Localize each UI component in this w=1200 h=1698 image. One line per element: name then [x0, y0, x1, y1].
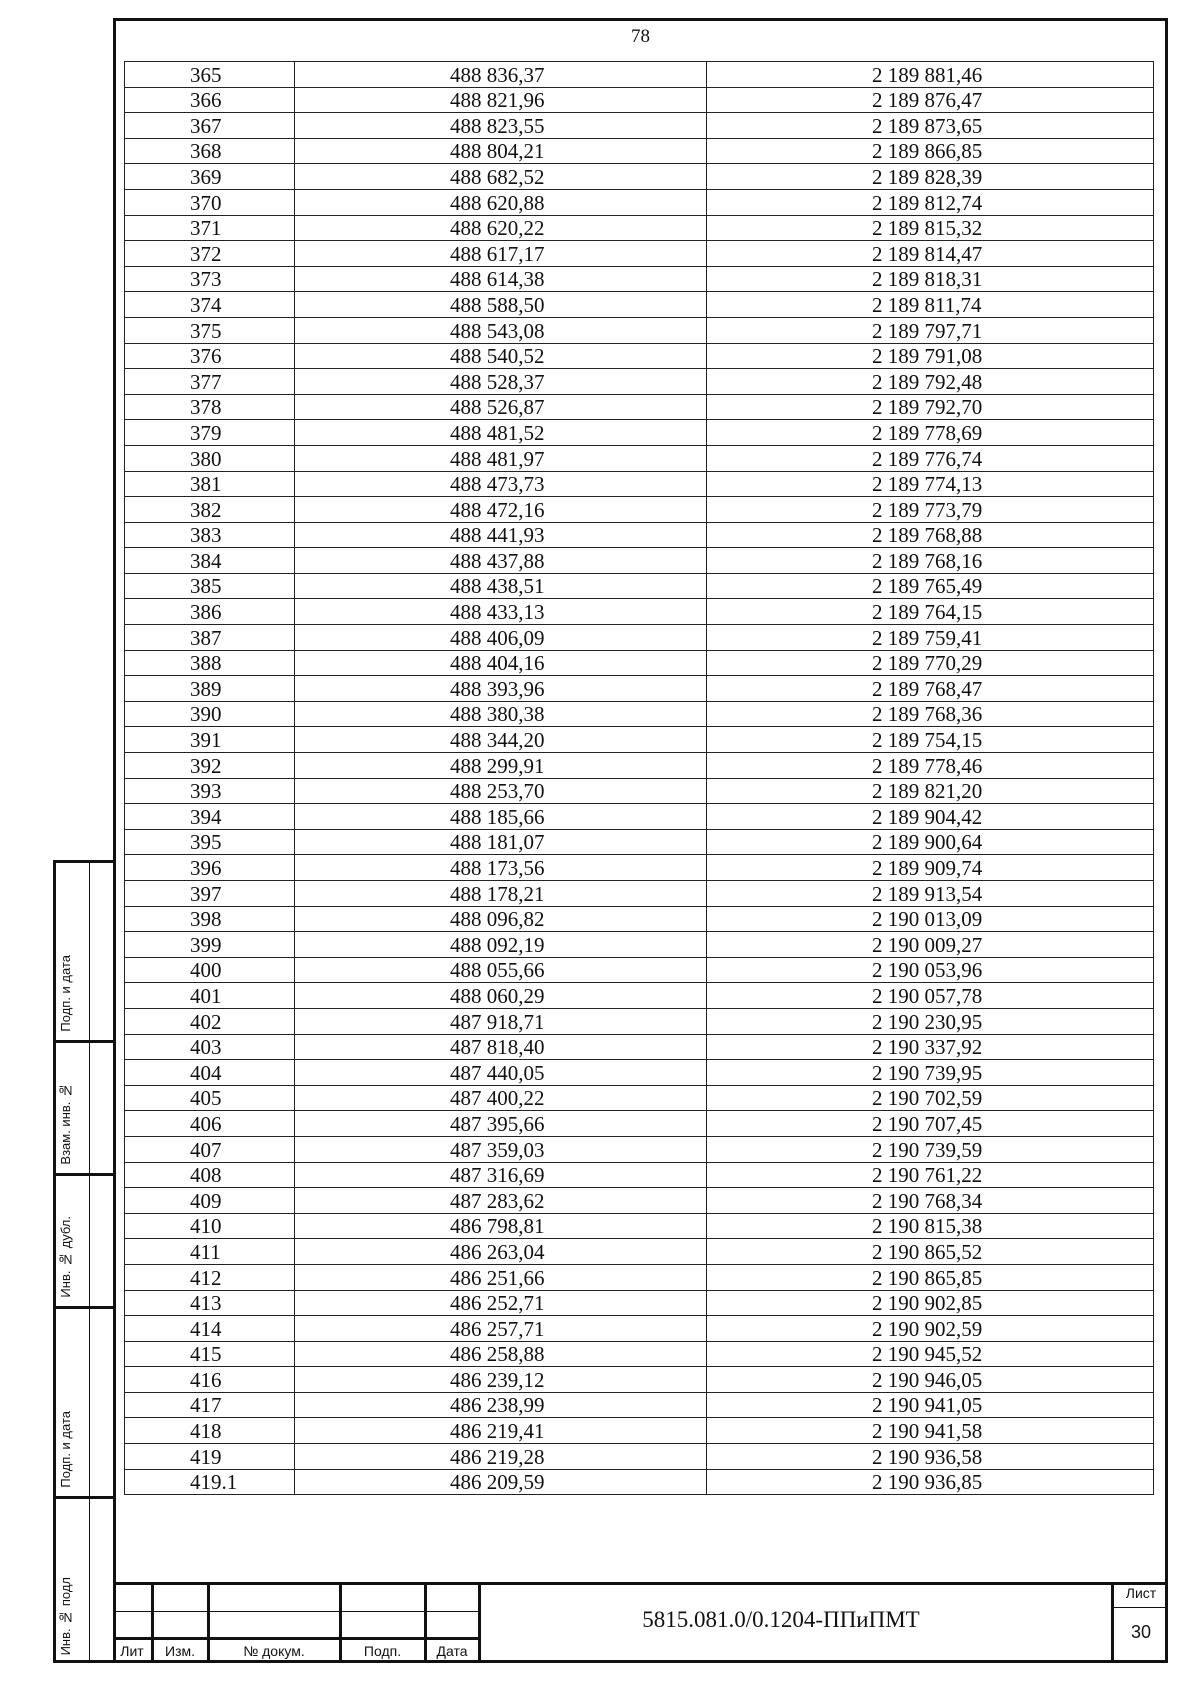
table-row	[125, 1392, 1154, 1418]
point-number-cell: 404	[125, 1060, 295, 1086]
y-coordinate-cell: 2 189 768,36	[707, 701, 1154, 727]
x-coordinate-cell: 488 543,08	[295, 317, 707, 343]
y-coordinate-cell: 2 189 821,20	[707, 778, 1154, 804]
table-row	[125, 241, 1154, 267]
side-label: Подп. и дата	[58, 1411, 73, 1488]
y-coordinate-cell: 2 189 904,42	[707, 804, 1154, 830]
table-row	[125, 625, 1154, 651]
y-coordinate-cell: 2 190 946,05	[707, 1367, 1154, 1393]
table-row	[125, 676, 1154, 702]
point-number-cell: 393	[125, 778, 295, 804]
point-number-cell: 371	[125, 215, 295, 241]
point-number-cell: 405	[125, 1085, 295, 1111]
point-number-cell: 389	[125, 676, 295, 702]
x-coordinate-cell: 488 092,19	[295, 932, 707, 958]
col-doc-label: № докум.	[243, 1643, 305, 1659]
y-coordinate-cell: 2 190 013,09	[707, 906, 1154, 932]
point-number-cell: 377	[125, 369, 295, 395]
y-coordinate-cell: 2 189 866,85	[707, 138, 1154, 164]
x-coordinate-cell: 488 804,21	[295, 138, 707, 164]
point-number-cell: 373	[125, 266, 295, 292]
point-number-cell: 367	[125, 113, 295, 139]
x-coordinate-cell: 488 437,88	[295, 548, 707, 574]
y-coordinate-cell: 2 189 797,71	[707, 317, 1154, 343]
table-row	[125, 881, 1154, 907]
x-coordinate-cell: 486 798,81	[295, 1213, 707, 1239]
table-row	[125, 343, 1154, 369]
table-row	[125, 1162, 1154, 1188]
y-coordinate-cell: 2 189 815,32	[707, 215, 1154, 241]
point-number-cell: 401	[125, 983, 295, 1009]
x-coordinate-cell: 488 472,16	[295, 497, 707, 523]
side-label: Подп. и дата	[58, 955, 73, 1032]
y-coordinate-cell: 2 190 902,59	[707, 1316, 1154, 1342]
y-coordinate-cell: 2 190 739,59	[707, 1136, 1154, 1162]
x-coordinate-cell: 488 682,52	[295, 164, 707, 190]
side-cell-sign-date-1	[56, 863, 113, 1043]
x-coordinate-cell: 486 263,04	[295, 1239, 707, 1265]
point-number-cell: 419.1	[125, 1469, 295, 1495]
x-coordinate-cell: 488 299,91	[295, 753, 707, 779]
x-coordinate-cell: 488 823,55	[295, 113, 707, 139]
y-coordinate-cell: 2 189 818,31	[707, 266, 1154, 292]
x-coordinate-cell: 488 406,09	[295, 625, 707, 651]
table-row	[125, 394, 1154, 420]
y-coordinate-cell: 2 190 936,58	[707, 1444, 1154, 1470]
x-coordinate-cell: 486 219,28	[295, 1444, 707, 1470]
x-coordinate-cell: 488 438,51	[295, 573, 707, 599]
y-coordinate-cell: 2 190 768,34	[707, 1188, 1154, 1214]
table-row	[125, 1469, 1154, 1495]
table-row	[125, 1188, 1154, 1214]
point-number-cell: 376	[125, 343, 295, 369]
y-coordinate-cell: 2 190 707,45	[707, 1111, 1154, 1137]
table-row	[125, 727, 1154, 753]
point-number-cell: 380	[125, 445, 295, 471]
side-stamp	[53, 860, 113, 1663]
point-number-cell: 382	[125, 497, 295, 523]
table-row	[125, 1239, 1154, 1265]
y-coordinate-cell: 2 190 865,52	[707, 1239, 1154, 1265]
point-number-cell: 406	[125, 1111, 295, 1137]
side-label: Инв. № дубл.	[58, 1216, 73, 1298]
table-row	[125, 753, 1154, 779]
point-number-cell: 385	[125, 573, 295, 599]
y-coordinate-cell: 2 189 792,70	[707, 394, 1154, 420]
table-row	[125, 932, 1154, 958]
y-coordinate-cell: 2 189 811,74	[707, 292, 1154, 318]
y-coordinate-cell: 2 190 739,95	[707, 1060, 1154, 1086]
table-row	[125, 1290, 1154, 1316]
x-coordinate-cell: 488 060,29	[295, 983, 707, 1009]
table-row	[125, 650, 1154, 676]
table-row	[125, 471, 1154, 497]
sheet-box	[1111, 1582, 1168, 1663]
x-coordinate-cell: 488 173,56	[295, 855, 707, 881]
point-number-cell: 411	[125, 1239, 295, 1265]
y-coordinate-cell: 2 190 902,85	[707, 1290, 1154, 1316]
table-row	[125, 497, 1154, 523]
x-coordinate-cell: 488 344,20	[295, 727, 707, 753]
point-number-cell: 381	[125, 471, 295, 497]
table-row	[125, 317, 1154, 343]
table-row	[125, 1444, 1154, 1470]
y-coordinate-cell: 2 190 761,22	[707, 1162, 1154, 1188]
table-row	[125, 1008, 1154, 1034]
point-number-cell: 412	[125, 1264, 295, 1290]
x-coordinate-cell: 488 185,66	[295, 804, 707, 830]
x-coordinate-cell: 488 055,66	[295, 957, 707, 983]
table-row	[125, 62, 1154, 88]
x-coordinate-cell: 488 181,07	[295, 829, 707, 855]
x-coordinate-cell: 486 238,99	[295, 1392, 707, 1418]
point-number-cell: 417	[125, 1392, 295, 1418]
x-coordinate-cell: 487 359,03	[295, 1136, 707, 1162]
y-coordinate-cell: 2 190 945,52	[707, 1341, 1154, 1367]
x-coordinate-cell: 486 257,71	[295, 1316, 707, 1342]
x-coordinate-cell: 486 251,66	[295, 1264, 707, 1290]
table-row	[125, 1316, 1154, 1342]
point-number-cell: 403	[125, 1034, 295, 1060]
x-coordinate-cell: 486 258,88	[295, 1341, 707, 1367]
table-row	[125, 701, 1154, 727]
y-coordinate-cell: 2 189 812,74	[707, 189, 1154, 215]
x-coordinate-cell: 488 836,37	[295, 62, 707, 88]
side-label: Инв. № подл	[58, 1576, 73, 1655]
point-number-cell: 419	[125, 1444, 295, 1470]
y-coordinate-cell: 2 189 900,64	[707, 829, 1154, 855]
table-row	[125, 215, 1154, 241]
table-row	[125, 906, 1154, 932]
y-coordinate-cell: 2 189 768,47	[707, 676, 1154, 702]
table-row	[125, 189, 1154, 215]
table-row	[125, 548, 1154, 574]
point-number-cell: 414	[125, 1316, 295, 1342]
y-coordinate-cell: 2 190 936,85	[707, 1469, 1154, 1495]
coordinates-table-body	[125, 62, 1154, 1495]
x-coordinate-cell: 487 395,66	[295, 1111, 707, 1137]
table-row	[125, 164, 1154, 190]
point-number-cell: 392	[125, 753, 295, 779]
y-coordinate-cell: 2 189 764,15	[707, 599, 1154, 625]
col-izm-label: Изм.	[165, 1643, 195, 1659]
point-number-cell: 390	[125, 701, 295, 727]
x-coordinate-cell: 487 818,40	[295, 1034, 707, 1060]
y-coordinate-cell: 2 189 765,49	[707, 573, 1154, 599]
x-coordinate-cell: 488 617,17	[295, 241, 707, 267]
y-coordinate-cell: 2 190 702,59	[707, 1085, 1154, 1111]
table-row	[125, 445, 1154, 471]
y-coordinate-cell: 2 189 759,41	[707, 625, 1154, 651]
side-cell-replace-inv	[56, 1043, 113, 1176]
table-row	[125, 1136, 1154, 1162]
table-row	[125, 87, 1154, 113]
y-coordinate-cell: 2 190 941,58	[707, 1418, 1154, 1444]
point-number-cell: 408	[125, 1162, 295, 1188]
y-coordinate-cell: 2 190 009,27	[707, 932, 1154, 958]
table-row	[125, 522, 1154, 548]
point-number-cell: 372	[125, 241, 295, 267]
point-number-cell: 397	[125, 881, 295, 907]
x-coordinate-cell: 487 400,22	[295, 1085, 707, 1111]
y-coordinate-cell: 2 190 865,85	[707, 1264, 1154, 1290]
x-coordinate-cell: 488 620,22	[295, 215, 707, 241]
point-number-cell: 365	[125, 62, 295, 88]
x-coordinate-cell: 487 283,62	[295, 1188, 707, 1214]
y-coordinate-cell: 2 189 814,47	[707, 241, 1154, 267]
y-coordinate-cell: 2 189 828,39	[707, 164, 1154, 190]
col-lit-label: Лит	[120, 1643, 144, 1659]
x-coordinate-cell: 488 441,93	[295, 522, 707, 548]
point-number-cell: 400	[125, 957, 295, 983]
table-row	[125, 855, 1154, 881]
y-coordinate-cell: 2 189 770,29	[707, 650, 1154, 676]
point-number-cell: 416	[125, 1367, 295, 1393]
document-code: 5815.081.0/0.1204-ППиПМТ	[642, 1607, 920, 1632]
x-coordinate-cell: 487 316,69	[295, 1162, 707, 1188]
side-cell-orig-inv	[56, 1499, 113, 1663]
point-number-cell: 398	[125, 906, 295, 932]
point-number-cell: 388	[125, 650, 295, 676]
x-coordinate-cell: 488 178,21	[295, 881, 707, 907]
point-number-cell: 396	[125, 855, 295, 881]
y-coordinate-cell: 2 189 774,13	[707, 471, 1154, 497]
point-number-cell: 379	[125, 420, 295, 446]
point-number-cell: 387	[125, 625, 295, 651]
table-row	[125, 829, 1154, 855]
table-row	[125, 369, 1154, 395]
point-number-cell: 366	[125, 87, 295, 113]
table-row	[125, 573, 1154, 599]
point-number-cell: 409	[125, 1188, 295, 1214]
point-number-cell: 395	[125, 829, 295, 855]
sheet-number: 30	[1130, 1622, 1152, 1642]
col-date-label: Дата	[436, 1643, 468, 1659]
table-row	[125, 957, 1154, 983]
x-coordinate-cell: 488 528,37	[295, 369, 707, 395]
point-number-cell: 368	[125, 138, 295, 164]
x-coordinate-cell: 486 252,71	[295, 1290, 707, 1316]
y-coordinate-cell: 2 190 053,96	[707, 957, 1154, 983]
point-number-cell: 375	[125, 317, 295, 343]
x-coordinate-cell: 488 096,82	[295, 906, 707, 932]
table-row	[125, 983, 1154, 1009]
x-coordinate-cell: 488 620,88	[295, 189, 707, 215]
point-number-cell: 369	[125, 164, 295, 190]
table-row	[125, 1418, 1154, 1444]
y-coordinate-cell: 2 190 815,38	[707, 1213, 1154, 1239]
y-coordinate-cell: 2 189 881,46	[707, 62, 1154, 88]
title-block	[113, 1582, 1168, 1663]
col-sign-label: Подп.	[363, 1643, 402, 1659]
y-coordinate-cell: 2 190 057,78	[707, 983, 1154, 1009]
y-coordinate-cell: 2 189 773,79	[707, 497, 1154, 523]
y-coordinate-cell: 2 189 768,88	[707, 522, 1154, 548]
x-coordinate-cell: 488 481,97	[295, 445, 707, 471]
table-row	[125, 1060, 1154, 1086]
y-coordinate-cell: 2 189 873,65	[707, 113, 1154, 139]
point-number-cell: 383	[125, 522, 295, 548]
point-number-cell: 410	[125, 1213, 295, 1239]
y-coordinate-cell: 2 189 792,48	[707, 369, 1154, 395]
x-coordinate-cell: 486 209,59	[295, 1469, 707, 1495]
coordinates-table	[124, 61, 1154, 1495]
x-coordinate-cell: 488 540,52	[295, 343, 707, 369]
table-row	[125, 1264, 1154, 1290]
table-row	[125, 1085, 1154, 1111]
x-coordinate-cell: 487 440,05	[295, 1060, 707, 1086]
table-row	[125, 804, 1154, 830]
side-cell-dup-inv	[56, 1176, 113, 1309]
table-row	[125, 1034, 1154, 1060]
y-coordinate-cell: 2 189 778,46	[707, 753, 1154, 779]
table-row	[125, 266, 1154, 292]
table-row	[125, 1213, 1154, 1239]
x-coordinate-cell: 488 588,50	[295, 292, 707, 318]
table-row	[125, 1341, 1154, 1367]
table-row	[125, 113, 1154, 139]
page-number: 78	[631, 26, 650, 47]
point-number-cell: 384	[125, 548, 295, 574]
point-number-cell: 374	[125, 292, 295, 318]
y-coordinate-cell: 2 189 909,74	[707, 855, 1154, 881]
point-number-cell: 370	[125, 189, 295, 215]
x-coordinate-cell: 488 433,13	[295, 599, 707, 625]
x-coordinate-cell: 488 526,87	[295, 394, 707, 420]
point-number-cell: 378	[125, 394, 295, 420]
y-coordinate-cell: 2 189 876,47	[707, 87, 1154, 113]
y-coordinate-cell: 2 190 941,05	[707, 1392, 1154, 1418]
x-coordinate-cell: 488 821,96	[295, 87, 707, 113]
x-coordinate-cell: 488 614,38	[295, 266, 707, 292]
title-block-grid	[113, 1585, 478, 1663]
point-number-cell: 399	[125, 932, 295, 958]
point-number-cell: 407	[125, 1136, 295, 1162]
y-coordinate-cell: 2 189 776,74	[707, 445, 1154, 471]
point-number-cell: 402	[125, 1008, 295, 1034]
table-row	[125, 778, 1154, 804]
point-number-cell: 394	[125, 804, 295, 830]
x-coordinate-cell: 488 393,96	[295, 676, 707, 702]
table-row	[125, 599, 1154, 625]
y-coordinate-cell: 2 189 754,15	[707, 727, 1154, 753]
y-coordinate-cell: 2 189 768,16	[707, 548, 1154, 574]
point-number-cell: 413	[125, 1290, 295, 1316]
x-coordinate-cell: 488 473,73	[295, 471, 707, 497]
point-number-cell: 418	[125, 1418, 295, 1444]
y-coordinate-cell: 2 189 913,54	[707, 881, 1154, 907]
x-coordinate-cell: 487 918,71	[295, 1008, 707, 1034]
y-coordinate-cell: 2 189 778,69	[707, 420, 1154, 446]
x-coordinate-cell: 488 481,52	[295, 420, 707, 446]
x-coordinate-cell: 488 380,38	[295, 701, 707, 727]
point-number-cell: 386	[125, 599, 295, 625]
table-row	[125, 1111, 1154, 1137]
point-number-cell: 415	[125, 1341, 295, 1367]
x-coordinate-cell: 486 219,41	[295, 1418, 707, 1444]
x-coordinate-cell: 488 404,16	[295, 650, 707, 676]
y-coordinate-cell: 2 190 337,92	[707, 1034, 1154, 1060]
x-coordinate-cell: 486 239,12	[295, 1367, 707, 1393]
side-label: Взам. инв. №	[58, 1083, 73, 1165]
x-coordinate-cell: 488 253,70	[295, 778, 707, 804]
sheet-label: Лист	[1125, 1585, 1157, 1601]
y-coordinate-cell: 2 190 230,95	[707, 1008, 1154, 1034]
y-coordinate-cell: 2 189 791,08	[707, 343, 1154, 369]
point-number-cell: 391	[125, 727, 295, 753]
table-row	[125, 1367, 1154, 1393]
table-row	[125, 420, 1154, 446]
table-row	[125, 292, 1154, 318]
side-cell-sign-date-2	[56, 1309, 113, 1499]
table-row	[125, 138, 1154, 164]
